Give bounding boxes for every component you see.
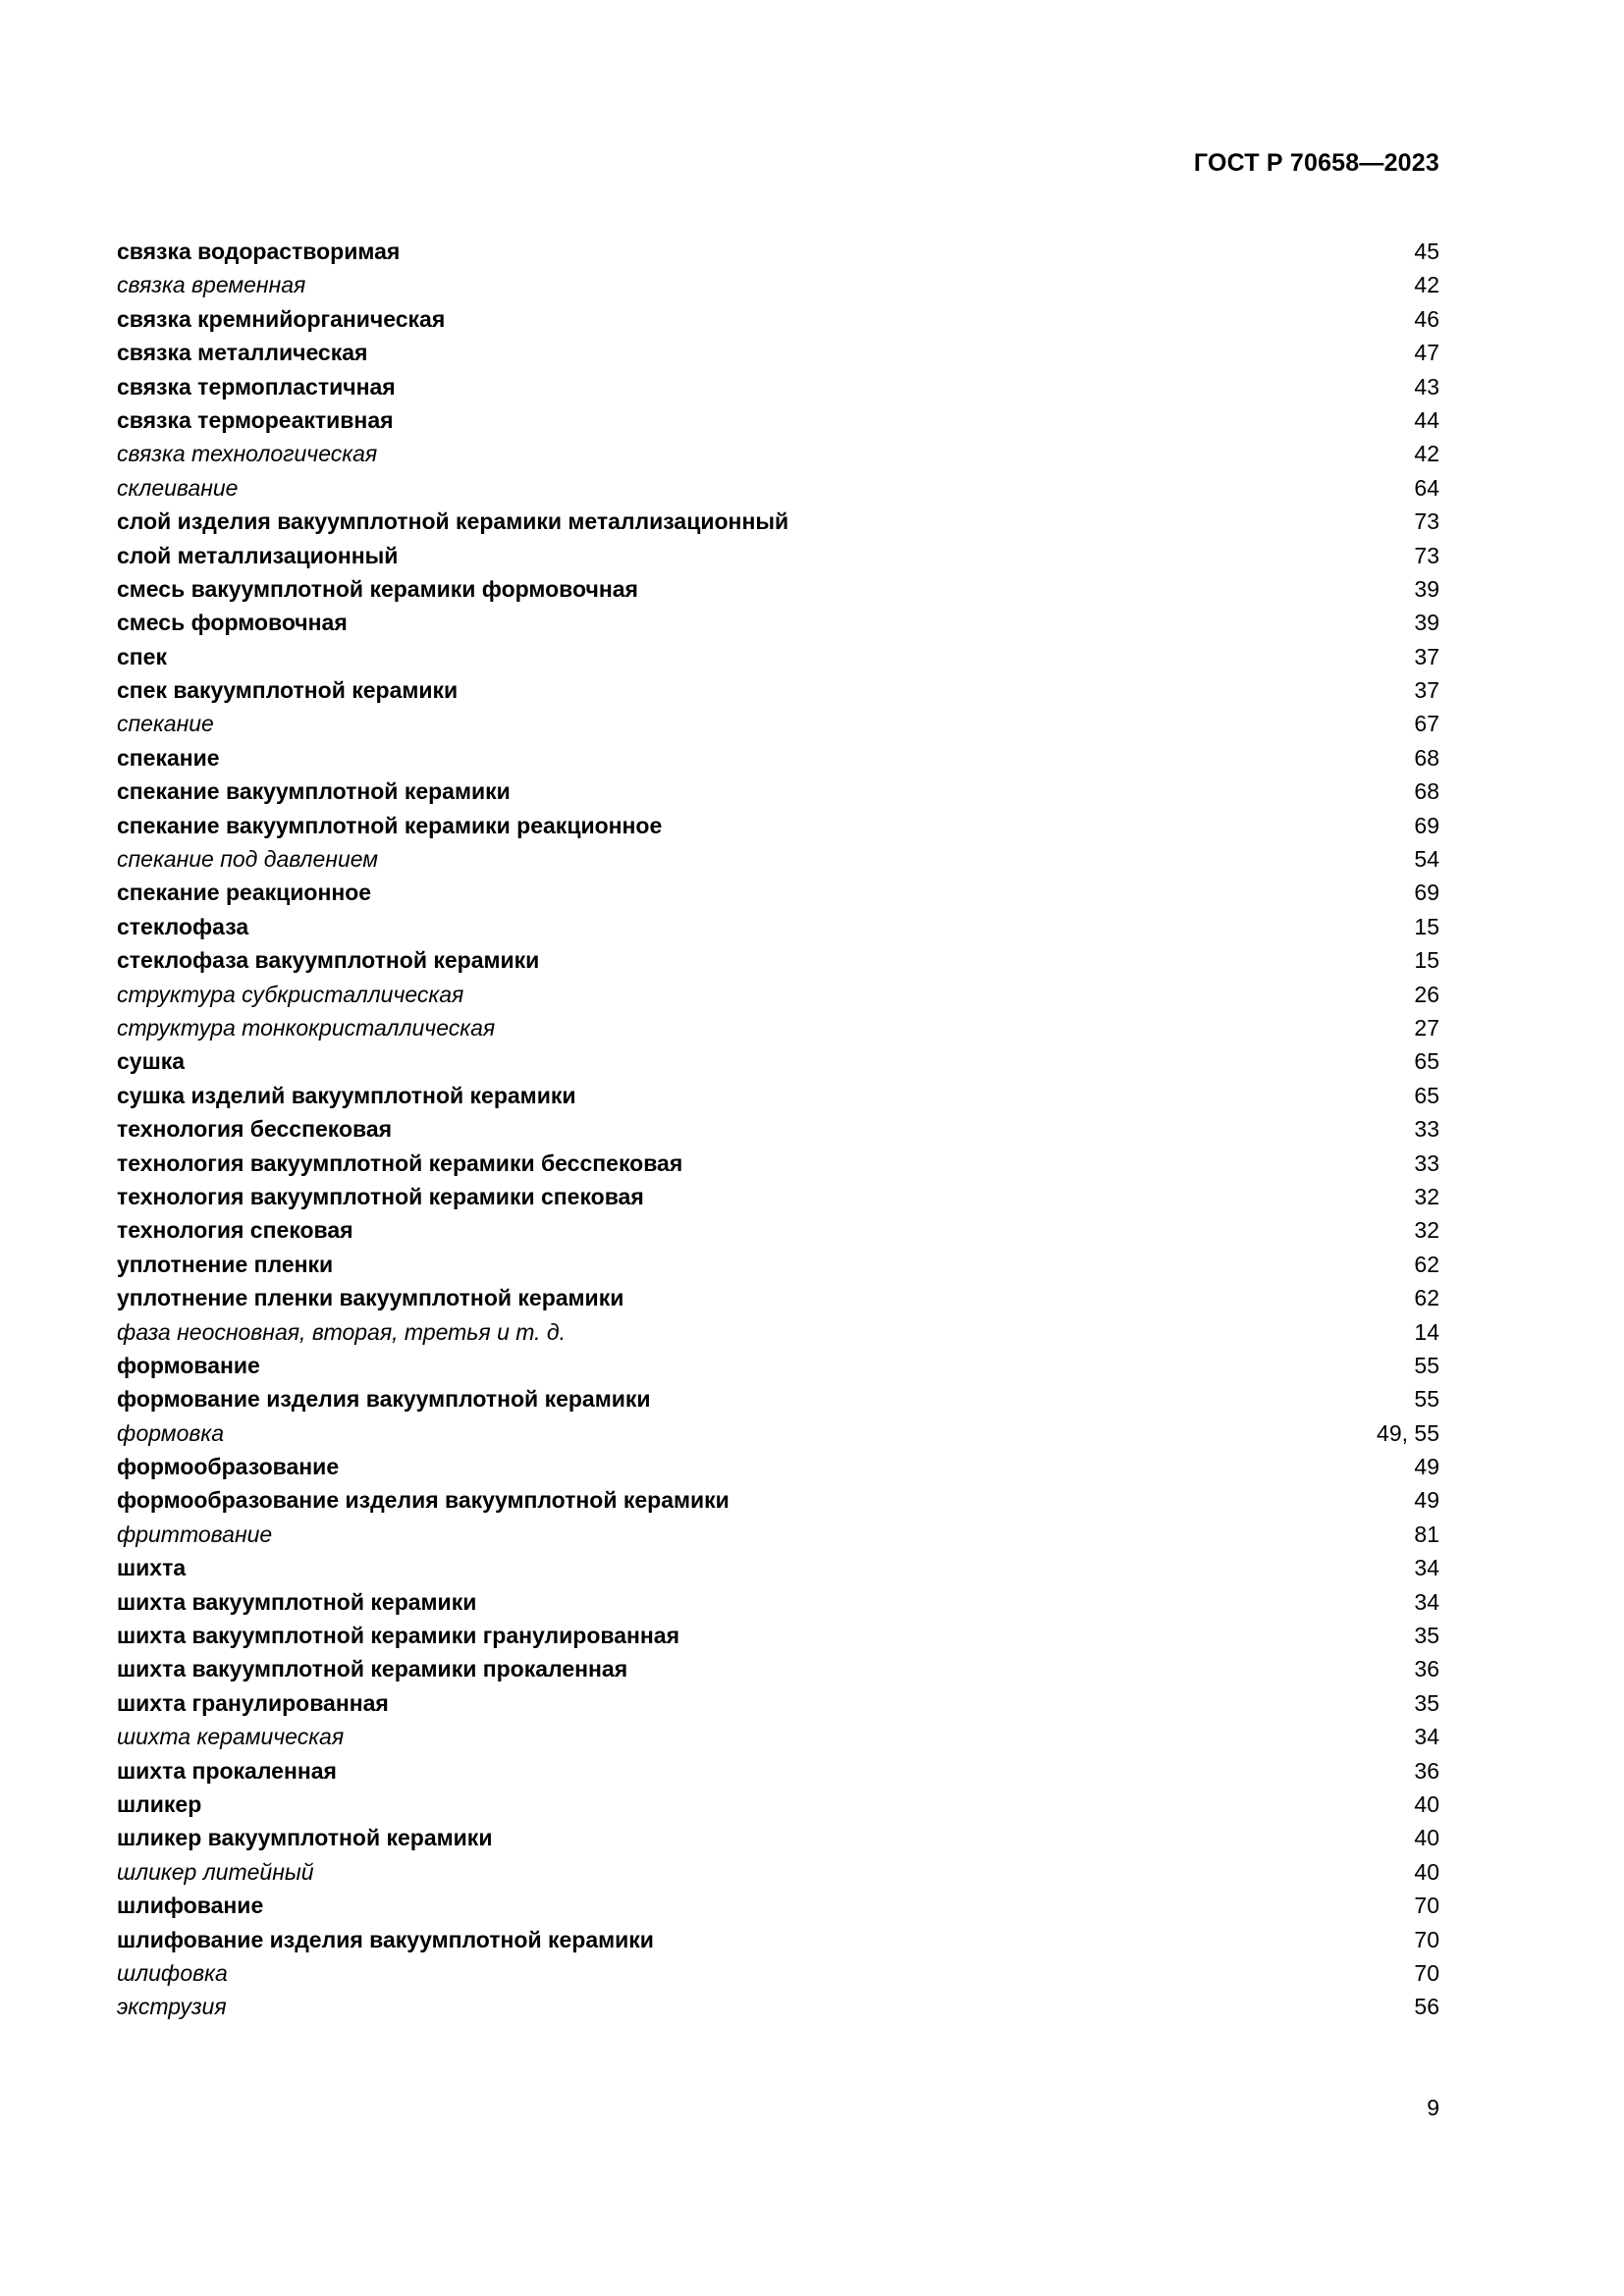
index-term-reference: 65	[1414, 1048, 1439, 1075]
index-term: спекание	[117, 711, 214, 737]
index-term-reference: 27	[1414, 1014, 1439, 1041]
index-term-reference: 42	[1414, 272, 1439, 298]
index-term-reference: 54	[1414, 846, 1439, 873]
index-entry	[117, 1821, 1439, 1854]
index-entry	[117, 1382, 1439, 1415]
index-entry	[117, 471, 1439, 505]
index-term: шихта гранулированная	[117, 1689, 389, 1716]
index-entry	[117, 1585, 1439, 1619]
index-term: экструзия	[117, 1994, 227, 2020]
index-term-reference: 33	[1414, 1116, 1439, 1143]
index-entry	[117, 640, 1439, 673]
index-entry	[117, 1315, 1439, 1349]
index-term-reference: 62	[1414, 1285, 1439, 1311]
index-entry	[117, 809, 1439, 842]
index-entry	[117, 1923, 1439, 1956]
index-term: технология вакуумплотной керамики спековая	[117, 1183, 644, 1209]
index-term-reference: 68	[1414, 744, 1439, 771]
index-term-reference: 35	[1414, 1623, 1439, 1649]
index-term: шихта	[117, 1555, 187, 1581]
index-term-reference: 70	[1414, 1959, 1439, 1986]
index-entry	[117, 910, 1439, 943]
index-term-reference: 69	[1414, 812, 1439, 838]
index-term: фриттование	[117, 1521, 273, 1547]
index-term-reference: 40	[1414, 1825, 1439, 1851]
index-entry	[117, 673, 1439, 707]
index-term-reference: 81	[1414, 1521, 1439, 1547]
index-term: склеивание	[117, 474, 239, 501]
index-entry	[117, 1281, 1439, 1314]
index-term-reference: 15	[1414, 913, 1439, 939]
index-term: шликер	[117, 1790, 202, 1817]
index-entry	[117, 1079, 1439, 1112]
index-entry	[117, 1147, 1439, 1180]
index-term-reference: 64	[1414, 474, 1439, 501]
index-term: фаза неосновная, вторая, третья и т. д.	[117, 1318, 567, 1345]
index-entry	[117, 606, 1439, 639]
index-term: спек	[117, 643, 167, 669]
index-entry	[117, 437, 1439, 470]
index-entry	[117, 1652, 1439, 1685]
index-entry	[117, 1483, 1439, 1517]
index-term: слой металлизационный	[117, 542, 399, 568]
index-entry	[117, 1112, 1439, 1146]
index-term: сушка изделий вакуумплотной керамики	[117, 1082, 576, 1108]
index-term: связка металлическая	[117, 340, 368, 366]
index-term-reference: 15	[1414, 947, 1439, 974]
index-term-reference: 34	[1414, 1555, 1439, 1581]
index-term-reference: 34	[1414, 1724, 1439, 1750]
index-term: спекание	[117, 744, 220, 771]
index-term-reference: 33	[1414, 1149, 1439, 1176]
index-term: шихта вакуумплотной керамики прокаленная	[117, 1656, 628, 1682]
index-term-reference: 49	[1414, 1487, 1439, 1514]
index-term-reference: 68	[1414, 778, 1439, 805]
index-term-reference: 44	[1414, 406, 1439, 433]
index-entry	[117, 403, 1439, 437]
alphabetical-term-index	[117, 235, 1439, 2024]
index-entry	[117, 1213, 1439, 1247]
index-term: спек вакуумплотной керамики	[117, 677, 459, 704]
document-code: ГОСТ Р 70658—2023	[1193, 149, 1439, 177]
index-term: формование	[117, 1352, 260, 1378]
index-term: уплотнение пленки вакуумплотной керамики	[117, 1285, 624, 1311]
index-entry	[117, 572, 1439, 606]
index-entry	[117, 943, 1439, 977]
index-term-reference: 55	[1414, 1352, 1439, 1378]
index-term: шликер литейный	[117, 1858, 314, 1885]
index-term: связка термореактивная	[117, 406, 394, 433]
index-entry	[117, 876, 1439, 909]
index-entry	[117, 1416, 1439, 1450]
index-term-reference: 26	[1414, 981, 1439, 1007]
index-entry	[117, 1011, 1439, 1044]
index-term-reference: 40	[1414, 1790, 1439, 1817]
index-term-reference: 49	[1414, 1454, 1439, 1480]
index-entry	[117, 1551, 1439, 1584]
index-term-reference: 36	[1414, 1656, 1439, 1682]
index-term: технология бесспековая	[117, 1116, 393, 1143]
index-term: стеклофаза	[117, 913, 249, 939]
index-term-reference: 65	[1414, 1082, 1439, 1108]
index-term-reference: 37	[1414, 677, 1439, 704]
index-term: спекание вакуумплотной керамики реакционное	[117, 812, 663, 838]
index-entry	[117, 1349, 1439, 1382]
index-term: шлифование	[117, 1893, 264, 1919]
index-term-reference: 62	[1414, 1251, 1439, 1277]
index-entry	[117, 505, 1439, 538]
index-term-reference: 35	[1414, 1689, 1439, 1716]
index-term: связка кремнийорганическая	[117, 305, 446, 332]
index-term: технология спековая	[117, 1217, 353, 1244]
index-term-reference: 43	[1414, 373, 1439, 400]
index-term-reference: 46	[1414, 305, 1439, 332]
index-term-reference: 14	[1414, 1318, 1439, 1345]
index-term: стеклофаза вакуумплотной керамики	[117, 947, 540, 974]
index-term: спекание реакционное	[117, 880, 372, 906]
index-entry	[117, 1450, 1439, 1483]
index-entry	[117, 370, 1439, 403]
index-entry	[117, 235, 1439, 268]
index-entry	[117, 741, 1439, 774]
index-entry	[117, 1889, 1439, 1922]
index-term-reference: 34	[1414, 1588, 1439, 1615]
index-entry	[117, 1248, 1439, 1281]
index-term: уплотнение пленки	[117, 1251, 334, 1277]
index-term: смесь вакуумплотной керамики формовочная	[117, 575, 638, 602]
index-term: формование изделия вакуумплотной керамики	[117, 1386, 651, 1413]
index-term: шлифовка	[117, 1959, 228, 1986]
index-term-reference: 32	[1414, 1183, 1439, 1209]
index-term-reference: 37	[1414, 643, 1439, 669]
index-term: связка водорастворимая	[117, 239, 401, 264]
index-term-reference: 47	[1414, 340, 1439, 366]
index-term-reference: 42	[1414, 441, 1439, 467]
index-entry	[117, 539, 1439, 572]
index-term-reference: 70	[1414, 1926, 1439, 1952]
index-entry	[117, 774, 1439, 808]
index-entry	[117, 1619, 1439, 1652]
index-term: шихта керамическая	[117, 1724, 345, 1750]
index-term-reference: 40	[1414, 1858, 1439, 1885]
index-term: шихта вакуумплотной керамики	[117, 1588, 477, 1615]
index-term: формовка	[117, 1419, 225, 1446]
index-term-reference: 32	[1414, 1217, 1439, 1244]
index-entry	[117, 842, 1439, 876]
index-term: связка термопластичная	[117, 373, 396, 400]
index-term-reference: 70	[1414, 1893, 1439, 1919]
index-term: структура тонкокристаллическая	[117, 1014, 496, 1041]
index-entry	[117, 1686, 1439, 1720]
index-term: формообразование изделия вакуумплотной керамики	[117, 1487, 730, 1514]
page-number: 9	[1427, 2095, 1439, 2120]
index-term-reference: 39	[1414, 610, 1439, 636]
index-term-reference: 69	[1414, 880, 1439, 906]
index-term: структура субкристаллическая	[117, 981, 464, 1007]
index-term: связка временная	[117, 272, 306, 298]
index-term-reference: 36	[1414, 1757, 1439, 1784]
index-entry	[117, 1044, 1439, 1078]
index-entry	[117, 707, 1439, 740]
index-term-reference: 39	[1414, 575, 1439, 602]
index-entry	[117, 978, 1439, 1011]
index-term: формообразование	[117, 1454, 340, 1480]
index-term: смесь формовочная	[117, 610, 348, 636]
index-term-reference: 73	[1414, 508, 1439, 535]
index-entry	[117, 302, 1439, 336]
index-term-reference: 67	[1414, 711, 1439, 737]
index-term: спекание под давлением	[117, 846, 379, 873]
index-entry	[117, 268, 1439, 301]
index-term-reference: 73	[1414, 542, 1439, 568]
index-entry	[117, 336, 1439, 369]
index-term-reference: 45	[1414, 239, 1439, 264]
index-entry	[117, 1956, 1439, 1990]
index-entry	[117, 1788, 1439, 1821]
index-entry	[117, 1754, 1439, 1788]
index-term-reference: 56	[1414, 1994, 1439, 2020]
index-term: слой изделия вакуумплотной керамики металлизационный	[117, 508, 789, 535]
index-term-reference: 49, 55	[1377, 1419, 1439, 1446]
index-term: технология вакуумплотной керамики бесспековая	[117, 1149, 683, 1176]
index-term: связка технологическая	[117, 441, 378, 467]
index-entry	[117, 1720, 1439, 1753]
index-term: шихта вакуумплотной керамики гранулированная	[117, 1623, 680, 1649]
index-term: шликер вакуумплотной керамики	[117, 1825, 493, 1851]
index-entry	[117, 1518, 1439, 1551]
index-entry	[117, 1855, 1439, 1889]
index-term-reference: 55	[1414, 1386, 1439, 1413]
index-term: сушка	[117, 1048, 186, 1075]
index-entry	[117, 1990, 1439, 2023]
index-term: шлифование изделия вакуумплотной керамики	[117, 1926, 654, 1952]
index-term: спекание вакуумплотной керамики	[117, 778, 511, 805]
index-term: шихта прокаленная	[117, 1757, 337, 1784]
index-entry	[117, 1180, 1439, 1213]
